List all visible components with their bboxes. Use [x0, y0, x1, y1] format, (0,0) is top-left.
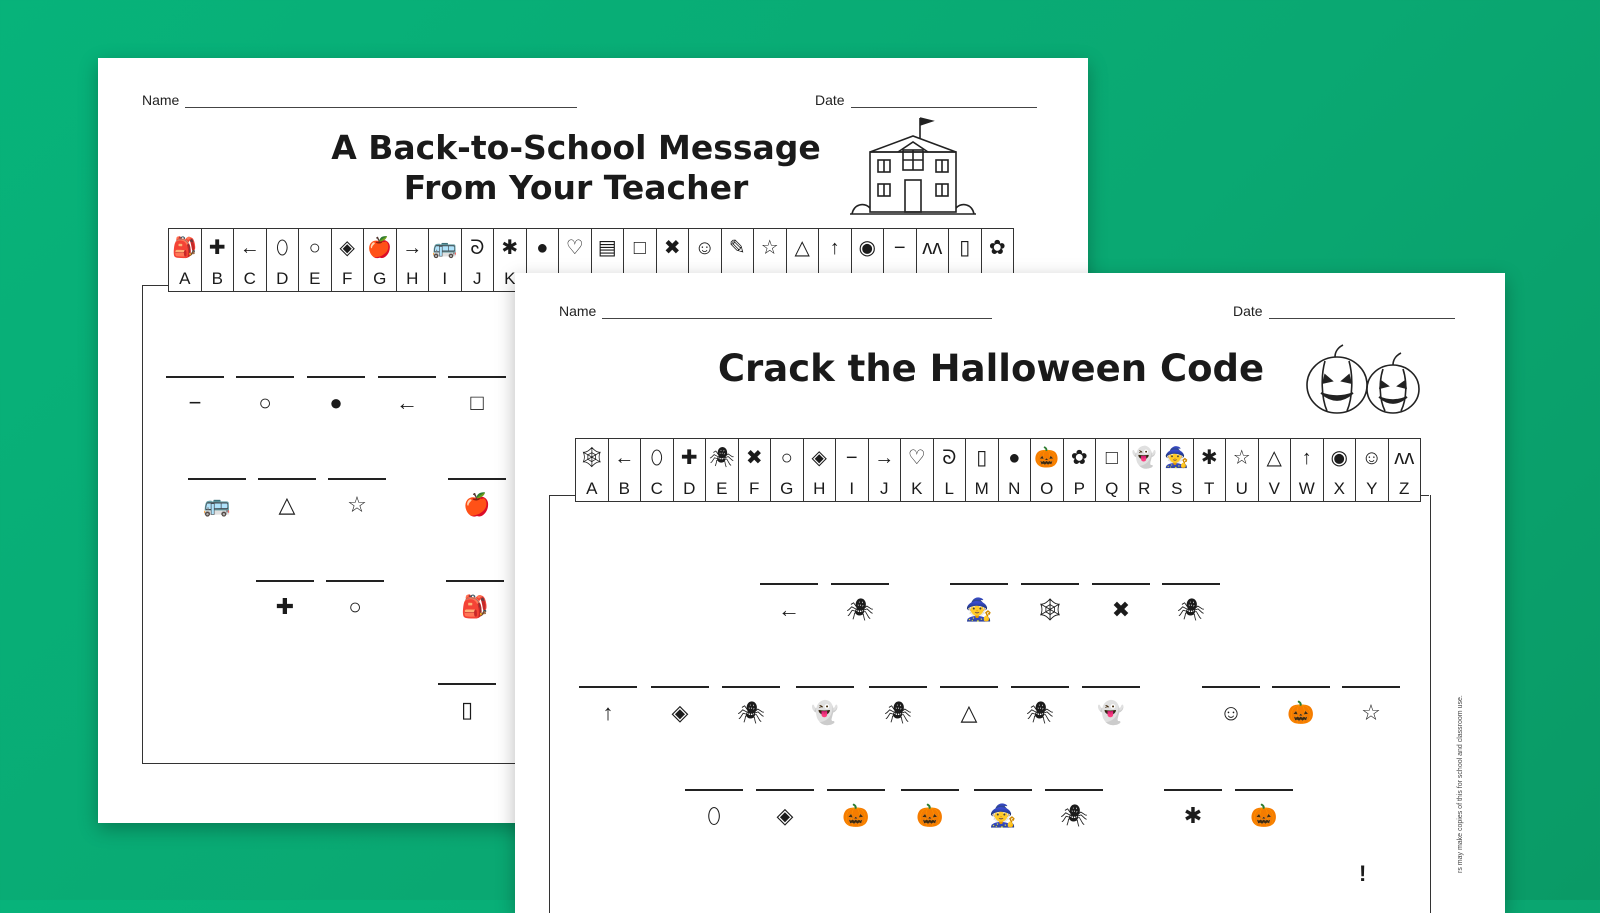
key-letter: J: [880, 479, 889, 498]
key-letter: H: [406, 269, 419, 288]
key-symbol-icon: 🧙: [1164, 447, 1190, 469]
date-field[interactable]: [815, 92, 1037, 108]
answer-line[interactable]: [579, 686, 637, 688]
answer-blank[interactable]: [831, 583, 889, 621]
answer-line[interactable]: [307, 376, 365, 378]
key-letter: B: [211, 269, 223, 288]
date-field[interactable]: [1233, 303, 1455, 319]
key-letter: G: [373, 269, 387, 288]
clue-symbol-icon: ←: [778, 597, 800, 622]
key-cell: [1226, 439, 1259, 501]
answer-blank[interactable]: [1082, 686, 1140, 724]
key-symbol-icon: ←: [614, 447, 635, 469]
answer-line[interactable]: [651, 686, 709, 688]
key-cell: [576, 439, 609, 501]
clue-symbol-icon: □: [470, 390, 484, 415]
key-symbol-icon: ✎: [728, 237, 746, 259]
key-letter: A: [179, 269, 191, 288]
answer-line[interactable]: [1021, 583, 1079, 585]
answer-blank[interactable]: [307, 376, 365, 414]
key-symbol-icon: ▤: [597, 237, 617, 259]
key-letter: J: [473, 269, 482, 288]
clue-symbol-icon: ○: [258, 390, 272, 415]
answer-line[interactable]: [940, 686, 998, 688]
key-cell: [836, 439, 869, 501]
key-symbol-icon: ☆: [1232, 447, 1251, 469]
clue-symbol-icon: ☆: [347, 492, 367, 517]
key-letter: N: [1008, 479, 1021, 498]
key-letter: R: [1138, 479, 1151, 498]
clue-symbol-icon: ←: [396, 390, 418, 415]
answer-line[interactable]: [796, 686, 854, 688]
key-cell: [869, 439, 902, 501]
answer-line[interactable]: [831, 583, 889, 585]
key-symbol-icon: ◈: [339, 237, 355, 259]
key-symbol-icon: ʌʌ: [922, 237, 943, 259]
clue-symbol-icon: 🕷: [1060, 803, 1088, 828]
key-cell: [429, 229, 462, 291]
key-letter: W: [1298, 479, 1315, 498]
key-letter: B: [618, 479, 630, 498]
key-letter: U: [1235, 479, 1248, 498]
answer-blank[interactable]: [1045, 789, 1103, 827]
key-symbol-icon: ☺: [1361, 447, 1382, 469]
clue-symbol-icon: ✚: [275, 594, 295, 619]
clue-symbol-icon: ☺: [1219, 700, 1243, 725]
clue-symbol-icon: ◈: [671, 700, 689, 725]
key-letter: E: [716, 479, 728, 498]
key-symbol-icon: 🎒: [172, 237, 198, 259]
key-symbol-icon: ←: [239, 237, 260, 259]
key-letter: D: [683, 479, 696, 498]
answer-line[interactable]: [166, 376, 224, 378]
key-cell: [804, 439, 837, 501]
answer-line[interactable]: [258, 478, 316, 480]
name-label: Name: [142, 92, 180, 108]
key-letter: K: [504, 269, 516, 288]
answer-blank[interactable]: [236, 376, 294, 414]
answer-line[interactable]: [722, 686, 780, 688]
key-letter: T: [1204, 479, 1215, 498]
key-letter: F: [749, 479, 760, 498]
answer-blank[interactable]: [448, 478, 506, 516]
key-symbol-icon: ⬯: [275, 237, 289, 259]
date-line[interactable]: [851, 93, 1037, 108]
key-symbol-icon: ✚: [208, 237, 226, 259]
ending-punctuation: !: [1359, 861, 1367, 886]
frame-top-edge-left: [549, 495, 575, 496]
key-cell: [1194, 439, 1227, 501]
key-symbol-icon: →: [874, 447, 895, 469]
key-symbol-icon: ᘐ: [470, 237, 485, 259]
answer-line[interactable]: [1202, 686, 1260, 688]
key-cell: [1064, 439, 1097, 501]
key-letter: I: [442, 269, 448, 288]
key-symbol-icon: 🍎: [367, 237, 393, 259]
key-cell: [397, 229, 430, 291]
key-letter: L: [944, 479, 954, 498]
answer-blank[interactable]: [974, 789, 1032, 827]
key-letter: K: [911, 479, 923, 498]
answer-line[interactable]: [446, 580, 504, 582]
key-symbol-icon: ✚: [680, 447, 698, 469]
date-label: Date: [815, 92, 845, 108]
date-label: Date: [1233, 303, 1263, 319]
key-cell: [1096, 439, 1129, 501]
key-letter: D: [276, 269, 289, 288]
jack-o-lantern-icon: [1305, 341, 1423, 417]
answer-line[interactable]: [685, 789, 743, 791]
key-symbol-icon: ᘐ: [942, 447, 957, 469]
title-line-1: A Back-to-School Message: [331, 128, 821, 167]
clue-symbol-icon: 🎃: [916, 803, 944, 828]
key-symbol-icon: ↑: [1301, 447, 1312, 469]
key-symbol-icon: 🎃: [1034, 447, 1060, 469]
answer-line[interactable]: [950, 583, 1008, 585]
answer-line[interactable]: [188, 478, 246, 480]
answer-blank[interactable]: [166, 376, 224, 414]
key-cell: [771, 439, 804, 501]
frame-top-edge: [142, 285, 168, 286]
clue-symbol-icon: 🎒: [461, 594, 489, 619]
clue-symbol-icon: 🎃: [1287, 700, 1315, 725]
key-symbol-icon: ◉: [1330, 447, 1348, 469]
key-symbol-icon: 🕸: [579, 447, 605, 469]
key-cell: [999, 439, 1032, 501]
clue-symbol-icon: 🎃: [842, 803, 870, 828]
answer-line[interactable]: [1162, 583, 1220, 585]
clue-symbol-icon: −: [188, 390, 202, 415]
key-cell: [267, 229, 300, 291]
key-cell: [364, 229, 397, 291]
answer-blank[interactable]: [258, 478, 316, 516]
clue-symbol-icon: 🕷: [737, 700, 765, 725]
key-symbol-icon: ◉: [858, 237, 876, 259]
key-letter: Z: [1399, 479, 1410, 498]
clue-symbol-icon: △: [960, 700, 978, 725]
name-field[interactable]: [559, 303, 992, 319]
key-symbol-icon: 👻: [1131, 447, 1157, 469]
key-cell: [1356, 439, 1389, 501]
key-symbol-icon: ↑: [829, 237, 840, 259]
key-symbol-icon: ✱: [501, 237, 519, 259]
clue-symbol-icon: ☆: [1361, 700, 1381, 725]
key-letter: E: [309, 269, 321, 288]
answer-line[interactable]: [438, 683, 496, 685]
clue-symbol-icon: 🕷: [846, 597, 874, 622]
key-letter: F: [342, 269, 353, 288]
answer-blank[interactable]: [328, 478, 386, 516]
key-symbol-icon: □: [1105, 447, 1118, 469]
answer-blank[interactable]: [1021, 583, 1079, 621]
key-symbol-icon: ▯: [976, 447, 988, 469]
answer-blank[interactable]: [796, 686, 854, 724]
key-cell: [1291, 439, 1324, 501]
key-symbol-icon: △: [1266, 447, 1282, 469]
answer-blank[interactable]: [901, 789, 959, 827]
key-letter: O: [1040, 479, 1054, 498]
key-letter: M: [974, 479, 989, 498]
clue-symbol-icon: 🕷: [1177, 597, 1205, 622]
key-letter: C: [243, 269, 256, 288]
copyright-note: rs may make copies of this for school and classroom use.: [1457, 695, 1464, 873]
answer-blank[interactable]: [756, 789, 814, 827]
key-symbol-icon: ✿: [988, 237, 1006, 259]
clue-symbol-icon: 🕷: [884, 700, 912, 725]
answer-blank[interactable]: [378, 376, 436, 414]
date-line[interactable]: [1269, 304, 1455, 319]
key-letter: H: [813, 479, 826, 498]
answer-blank[interactable]: [651, 686, 709, 724]
key-symbol-icon: ▯: [959, 237, 971, 259]
key-cell: [202, 229, 235, 291]
key-cell: [934, 439, 967, 501]
answer-blank[interactable]: [446, 580, 504, 618]
key-symbol-icon: −: [845, 447, 858, 469]
key-symbol-icon: 🕷: [709, 447, 735, 469]
clue-symbol-icon: ⬯: [707, 803, 721, 828]
answer-blank[interactable]: [1162, 583, 1220, 621]
key-symbol-icon: ♡: [907, 447, 926, 469]
key-symbol-icon: ○: [780, 447, 793, 469]
answer-line[interactable]: [1082, 686, 1140, 688]
answer-line[interactable]: [256, 580, 314, 582]
key-symbol-icon: ✖: [663, 237, 681, 259]
key-letter: S: [1171, 479, 1183, 498]
cipher-key: [575, 438, 1421, 502]
answer-blank[interactable]: [1202, 686, 1260, 724]
answer-blank[interactable]: [256, 580, 314, 618]
answer-blank[interactable]: [1164, 789, 1222, 827]
key-cell: [332, 229, 365, 291]
clue-symbol-icon: 🧙: [965, 597, 993, 622]
answer-blank[interactable]: [326, 580, 384, 618]
answer-blank[interactable]: [827, 789, 885, 827]
answer-line[interactable]: [1011, 686, 1069, 688]
answer-line[interactable]: [378, 376, 436, 378]
key-cell: [169, 229, 202, 291]
answer-line[interactable]: [869, 686, 927, 688]
clue-symbol-icon: ↑: [602, 700, 614, 725]
key-cell: [234, 229, 267, 291]
key-symbol-icon: ✖: [745, 447, 763, 469]
clue-symbol-icon: 🧙: [989, 803, 1017, 828]
clue-symbol-icon: 🎃: [1250, 803, 1278, 828]
name-line[interactable]: [185, 93, 577, 108]
title-line-2: From Your Teacher: [403, 167, 749, 207]
key-symbol-icon: ✱: [1200, 447, 1218, 469]
key-cell: [739, 439, 772, 501]
title-text: Crack the Halloween Code: [717, 347, 1265, 390]
key-cell: [706, 439, 739, 501]
answer-line[interactable]: [1164, 789, 1222, 791]
clue-symbol-icon: 👻: [811, 700, 839, 725]
answer-line[interactable]: [448, 478, 506, 480]
key-letter: A: [586, 479, 598, 498]
answer-line[interactable]: [756, 789, 814, 791]
clue-symbol-icon: ▯: [460, 697, 474, 722]
clue-symbol-icon: 👻: [1097, 700, 1125, 725]
key-symbol-icon: ☆: [760, 237, 779, 259]
clue-symbol-icon: 🕷: [1026, 700, 1054, 725]
answer-blank[interactable]: [869, 686, 927, 724]
key-letter: G: [780, 479, 794, 498]
key-symbol-icon: ♡: [565, 237, 584, 259]
answer-blank[interactable]: [1342, 686, 1400, 724]
answer-blank[interactable]: [188, 478, 246, 516]
key-cell: [966, 439, 999, 501]
clue-symbol-icon: 🍎: [463, 492, 491, 517]
clue-symbol-icon: 🚌: [203, 492, 231, 517]
answer-blank[interactable]: [760, 583, 818, 621]
key-letter: P: [1073, 479, 1085, 498]
answer-line[interactable]: [448, 376, 506, 378]
key-cell: [1389, 439, 1421, 501]
key-symbol-icon: □: [633, 237, 646, 259]
answer-blank[interactable]: [438, 683, 496, 721]
answer-blank[interactable]: [1235, 789, 1293, 827]
clue-symbol-icon: ✱: [1183, 803, 1203, 828]
answer-line[interactable]: [901, 789, 959, 791]
answer-line[interactable]: [326, 580, 384, 582]
answer-line[interactable]: [1045, 789, 1103, 791]
name-label: Name: [559, 303, 597, 319]
answer-blank[interactable]: [1092, 583, 1150, 621]
answer-line[interactable]: [974, 789, 1032, 791]
answer-line[interactable]: [328, 478, 386, 480]
key-cell: [641, 439, 674, 501]
answer-blank[interactable]: [579, 686, 637, 724]
clue-symbol-icon: ●: [329, 390, 343, 415]
answer-blank[interactable]: [1011, 686, 1069, 724]
answer-line[interactable]: [1272, 686, 1330, 688]
key-cell: [462, 229, 495, 291]
key-symbol-icon: ʌʌ: [1394, 447, 1415, 469]
schoolhouse-icon: [848, 114, 978, 222]
key-symbol-icon: ●: [536, 237, 549, 259]
worksheet-title: [691, 347, 1291, 391]
answer-line[interactable]: [827, 789, 885, 791]
key-cell: [1161, 439, 1194, 501]
name-field[interactable]: [142, 92, 577, 108]
clue-symbol-icon: ○: [348, 594, 362, 619]
key-letter: I: [849, 479, 855, 498]
key-symbol-icon: →: [402, 237, 423, 259]
answer-line[interactable]: [1235, 789, 1293, 791]
clue-symbol-icon: ✖: [1111, 597, 1131, 622]
answer-blank[interactable]: [940, 686, 998, 724]
answer-line[interactable]: [1092, 583, 1150, 585]
key-symbol-icon: −: [893, 237, 906, 259]
key-cell: [1129, 439, 1162, 501]
clue-symbol-icon: △: [278, 492, 296, 517]
key-symbol-icon: △: [794, 237, 810, 259]
key-cell: [901, 439, 934, 501]
key-cell: [1324, 439, 1357, 501]
clue-symbol-icon: ◈: [776, 803, 794, 828]
answer-blank[interactable]: [448, 376, 506, 414]
key-letter: V: [1268, 479, 1280, 498]
key-symbol-icon: ◈: [811, 447, 827, 469]
key-letter: X: [1333, 479, 1345, 498]
name-line[interactable]: [602, 304, 992, 319]
key-letter: Q: [1105, 479, 1119, 498]
answer-blank[interactable]: [685, 789, 743, 827]
key-symbol-icon: ✿: [1070, 447, 1088, 469]
key-symbol-icon: ○: [308, 237, 321, 259]
key-cell: [1259, 439, 1292, 501]
answer-blank[interactable]: [950, 583, 1008, 621]
answer-blank[interactable]: [722, 686, 780, 724]
key-symbol-icon: ☺: [694, 237, 715, 259]
key-cell: [674, 439, 707, 501]
key-symbol-icon: ●: [1008, 447, 1021, 469]
key-symbol-icon: ⬯: [650, 447, 664, 469]
answer-blank[interactable]: [1272, 686, 1330, 724]
key-cell: [299, 229, 332, 291]
key-letter: C: [650, 479, 663, 498]
clue-symbol-icon: 🕸: [1036, 597, 1064, 622]
key-cell: [1031, 439, 1064, 501]
key-symbol-icon: 🚌: [432, 237, 458, 259]
halloween-code-worksheet: [515, 273, 1505, 913]
key-cell: [609, 439, 642, 501]
answer-line[interactable]: [760, 583, 818, 585]
worksheet-title: [316, 128, 836, 207]
key-letter: Y: [1366, 479, 1378, 498]
answer-line[interactable]: [236, 376, 294, 378]
answer-line[interactable]: [1342, 686, 1400, 688]
